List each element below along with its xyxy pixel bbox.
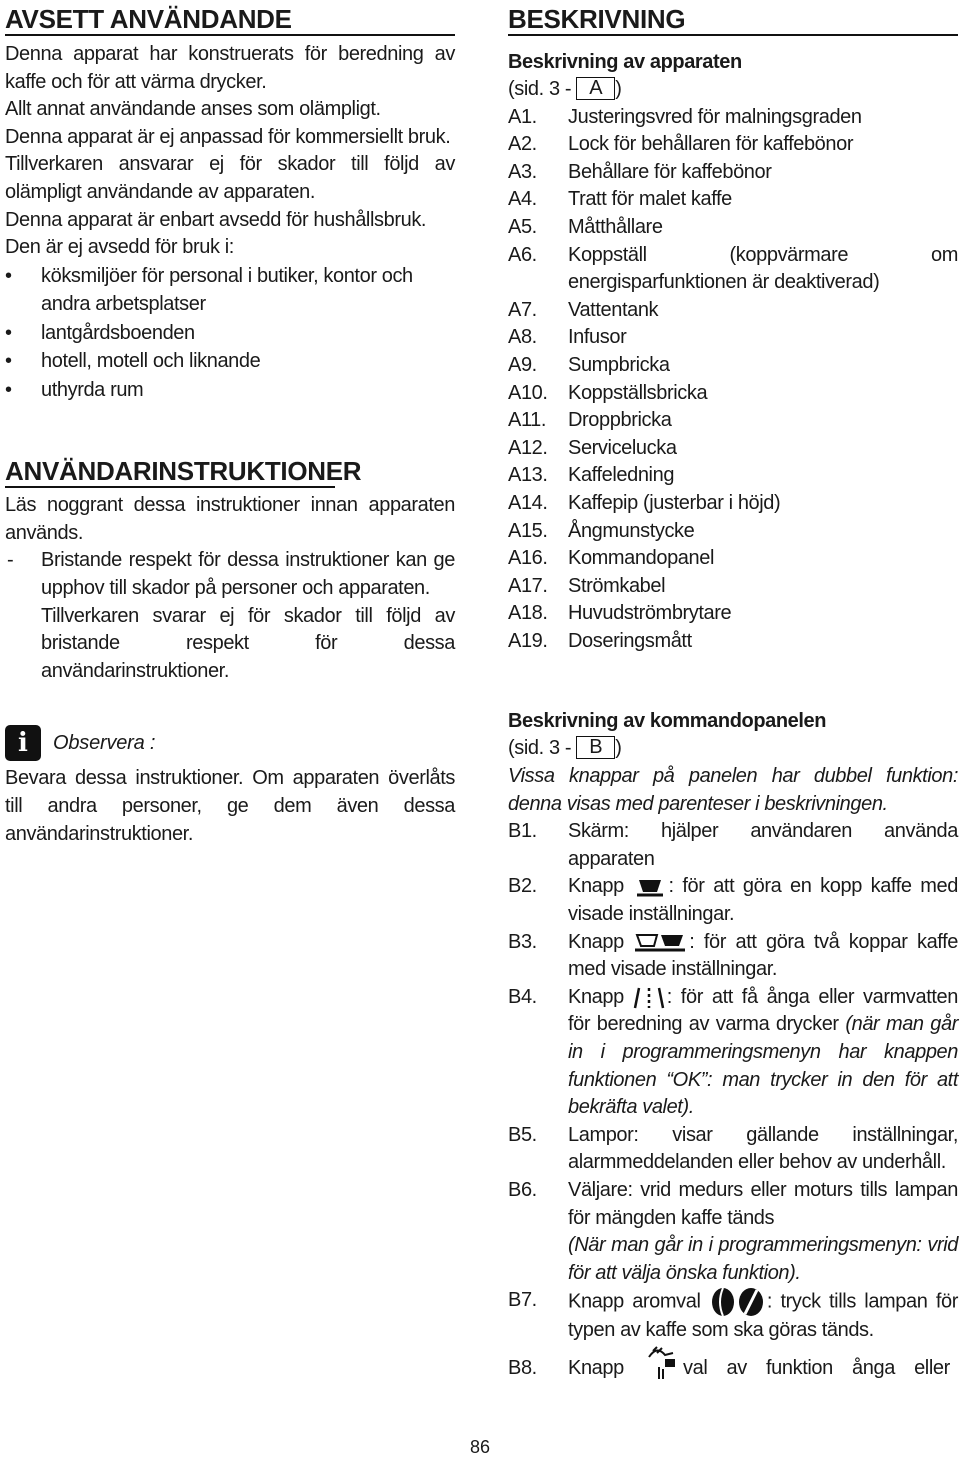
instructions-intro: Läs noggrant dessa instruktioner innan apparaten används. xyxy=(5,494,455,544)
list-item xyxy=(508,573,958,601)
steam-icon xyxy=(633,986,667,1010)
item-number: A3. xyxy=(508,160,537,183)
appliance-heading: Beskrivning av apparaten xyxy=(508,51,742,73)
list-item: • hotell, motell och liknande xyxy=(5,347,455,376)
button-label: Knapp xyxy=(568,930,624,953)
item-number: A1. xyxy=(508,105,537,128)
list-item xyxy=(508,324,958,352)
intended-use-line-4: Tillverkaren ansvarar ej för skador till följd av olämpligt användande av apparaten. xyxy=(5,153,455,203)
coffee-bean-icon xyxy=(709,1287,767,1317)
item-text xyxy=(568,1287,958,1345)
item-text: Sumpbricka xyxy=(568,353,670,376)
list-item: • köksmiljöer för personal i butiker, kontor och andra arbetsplatser xyxy=(5,262,455,319)
button-description: : för att göra en kopp kaffe med visade inställningar. xyxy=(568,875,958,926)
item-text: Justeringsvred för malningsgraden xyxy=(568,105,862,128)
item-text xyxy=(568,984,958,1122)
item-number: A12. xyxy=(508,436,548,459)
list-item: • lantgårdsboenden xyxy=(5,319,455,348)
panel-heading: Beskrivning av kommandopanelen xyxy=(508,710,827,733)
page-number: 86 xyxy=(470,1437,491,1457)
item-number: A7. xyxy=(508,298,537,321)
item-number: A16. xyxy=(508,547,548,570)
list-item xyxy=(508,1355,958,1383)
list-item xyxy=(508,407,958,435)
item-number: A15. xyxy=(508,519,548,542)
item-text: Kaffepip (justerbar i höjd) xyxy=(568,491,781,514)
item-text: Skärm: hjälper användaren använda apparaten xyxy=(568,820,958,870)
note-label: Observera : xyxy=(53,731,156,754)
item-number: B1. xyxy=(508,820,537,843)
appliance-reference xyxy=(508,76,958,104)
item-text: Kaffeledning xyxy=(568,464,675,487)
intended-use-line-2: Allt annat användande anses som olämpligt. xyxy=(5,98,381,121)
steam-hand-icon xyxy=(643,1343,683,1381)
item-text xyxy=(568,873,958,928)
item-text: Ångmunstycke xyxy=(568,519,695,542)
item-text: Kommandopanel xyxy=(568,547,715,570)
list-item xyxy=(508,186,958,214)
item-number: A17. xyxy=(508,574,548,597)
item-number: A5. xyxy=(508,215,537,238)
item-number: A14. xyxy=(508,491,548,514)
list-item xyxy=(508,297,958,325)
appliance-parts-list xyxy=(508,104,958,656)
item-text xyxy=(568,1355,958,1383)
item-text: Behållare för kaffebönor xyxy=(568,160,772,183)
list-item xyxy=(508,104,958,132)
item-number: A2. xyxy=(508,133,537,156)
button-label: Knapp xyxy=(568,875,624,898)
button-description: val av funktion ånga eller xyxy=(683,1356,950,1379)
item-text: Huvudströmbrytare xyxy=(568,602,732,625)
list-item: • uthyrda rum xyxy=(5,376,455,405)
item-text: Vattentank xyxy=(568,298,659,321)
item-description: Väljare: vrid medurs eller moturs tills lampan för mängden kaffe tänds xyxy=(568,1178,958,1229)
list-item xyxy=(508,380,958,408)
two-cups-icon xyxy=(633,931,689,953)
item-number: A4. xyxy=(508,188,537,211)
reference-suffix: ) xyxy=(615,737,622,760)
intended-use-line-5: Denna apparat är enbart avsedd för hushållsbruk. Den är ej avsedd för bruk i: xyxy=(5,208,427,259)
item-text xyxy=(568,1177,958,1287)
list-item xyxy=(508,352,958,380)
note-text: Bevara dessa instruktioner. Om apparaten överlåts till andra personer, ge dem även dessa användarinstruktioner. xyxy=(5,767,455,845)
item-text: Koppställsbricka xyxy=(568,381,708,404)
list-item xyxy=(508,600,958,628)
instructions-warning xyxy=(5,547,455,685)
item-text: Doseringsmått xyxy=(568,629,692,652)
list-item xyxy=(508,1177,958,1287)
list-item xyxy=(508,545,958,573)
item-number: A13. xyxy=(508,464,548,487)
item-number: A18. xyxy=(508,602,548,625)
panel-list xyxy=(508,818,958,1382)
programming-note: (när man går in i programmeringsmenyn har knappen funktionen “OK”: man trycker in den för att bekräfta valet). xyxy=(568,1013,958,1119)
item-text: Lampor: visar gällande inställningar, alarmmeddelanden eller behov av underhåll. xyxy=(568,1123,958,1174)
item-number: A11. xyxy=(508,409,547,432)
button-label: Knapp xyxy=(568,1356,624,1379)
list-item xyxy=(508,628,958,656)
one-cup-icon xyxy=(633,876,669,898)
item-text: Infusor xyxy=(568,326,627,349)
item-text: Strömkabel xyxy=(568,574,666,597)
reference-suffix: ) xyxy=(615,78,622,100)
button-description: : för att få ånga eller varmvatten för beredning av varma drycker xyxy=(568,985,958,1036)
intended-use-line-3: Denna apparat är ej anpassad för kommersiellt bruk. xyxy=(5,125,451,148)
item-text: Droppbricka xyxy=(568,409,672,432)
item-text: Lock för behållaren för kaffebönor xyxy=(568,133,854,156)
list-item xyxy=(508,929,958,984)
reference-prefix: (sid. 3 - xyxy=(508,78,572,100)
panel-reference xyxy=(508,735,958,763)
item-text: Måtthållare xyxy=(568,215,663,238)
item-text: Tratt för malet kaffe xyxy=(568,188,732,211)
warning-text-1: Bristande respekt för dessa instruktioner kan ge upphov till skador på personer och apparaten. xyxy=(41,549,455,600)
item-number: B3. xyxy=(508,930,537,953)
intended-use-line-1: Denna apparat har konstruerats för beredning av kaffe och för att värma drycker. xyxy=(5,43,455,93)
left-column xyxy=(5,0,455,848)
reference-box: A xyxy=(576,77,615,100)
programming-note: (När man går in i programmeringsmenyn: vrid för att välja önska funktion). xyxy=(568,1234,958,1284)
list-item xyxy=(508,984,958,1122)
button-description: : tryck tills lampan för typen av kaffe som ska göras tänds. xyxy=(568,1290,958,1342)
note-header xyxy=(5,725,455,761)
item-number: A9. xyxy=(508,353,537,376)
button-label: Knapp xyxy=(568,985,624,1008)
reference-prefix: (sid. 3 - xyxy=(508,737,572,760)
warning-text-2: Tillverkaren svarar ej för skador till följd av bristande respekt för dessa användarinstruktioner. xyxy=(41,604,455,682)
right-column xyxy=(508,0,958,1383)
item-number: B2. xyxy=(508,875,537,898)
item-number: B4. xyxy=(508,985,537,1008)
item-number: B5. xyxy=(508,1123,537,1146)
item-text: Koppställ (koppvärmare om energisparfunktionen är deaktiverad) xyxy=(568,243,958,294)
button-description: : för att göra två koppar kaffe med visade inställningar. xyxy=(568,930,958,981)
item-number: B7. xyxy=(508,1289,537,1312)
item-number: B6. xyxy=(508,1178,537,1201)
panel-note: Vissa knappar på panelen har dubbel funktion: denna visas med parenteser i beskrivningen. xyxy=(508,765,958,815)
list-item xyxy=(508,159,958,187)
list-item xyxy=(508,818,958,873)
list-item xyxy=(508,242,958,297)
list-item xyxy=(508,518,958,546)
exclusion-list xyxy=(5,262,455,405)
item-text: Servicelucka xyxy=(568,436,677,459)
item-number: A6. xyxy=(508,243,537,266)
description-title: BESKRIVNING xyxy=(508,0,958,36)
dash-mark: - xyxy=(7,549,14,572)
item-number: B8. xyxy=(508,1356,537,1379)
instructions-title: ANVÄNDARINSTRUKTIONER xyxy=(5,452,335,488)
item-number: A8. xyxy=(508,326,537,349)
list-item xyxy=(508,214,958,242)
reference-box: B xyxy=(576,736,615,759)
info-icon: i xyxy=(5,725,41,761)
item-number: A19. xyxy=(508,629,548,652)
list-item xyxy=(508,1287,958,1345)
list-item xyxy=(508,435,958,463)
item-text xyxy=(568,929,958,984)
intended-use-title: AVSETT ANVÄNDANDE xyxy=(5,0,455,36)
list-item xyxy=(508,873,958,928)
list-item xyxy=(508,1122,958,1177)
list-item xyxy=(508,490,958,518)
list-item xyxy=(508,131,958,159)
button-label: Knapp aromval xyxy=(568,1290,701,1313)
list-item xyxy=(508,462,958,490)
item-number: A10. xyxy=(508,381,548,404)
